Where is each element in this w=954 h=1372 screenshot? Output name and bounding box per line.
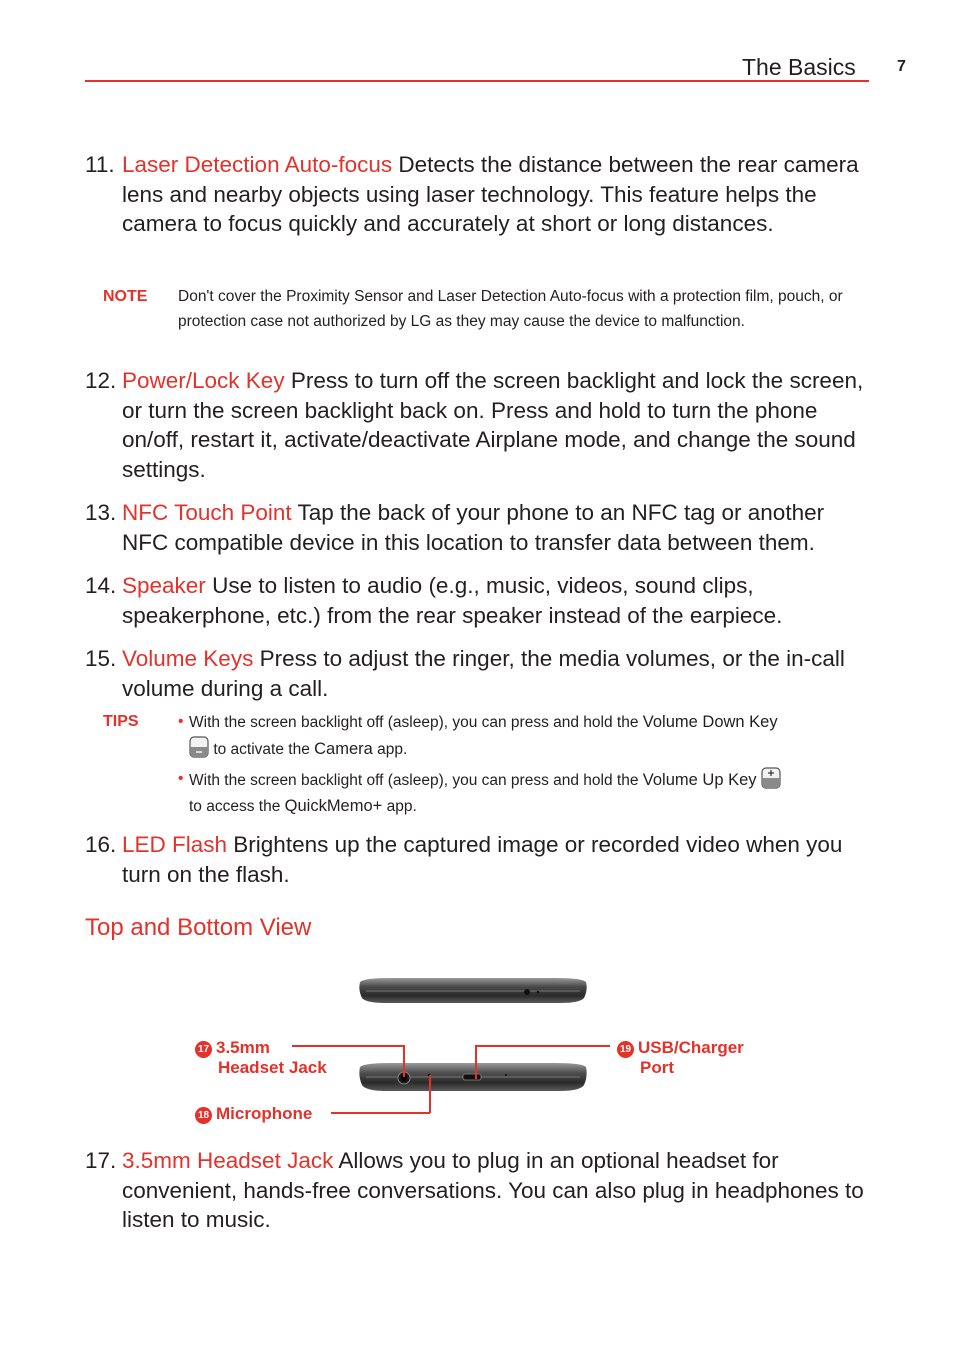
item-number: 13. bbox=[85, 500, 117, 525]
item-number: 14. bbox=[85, 573, 117, 598]
tip-text: With the screen backlight off (asleep), you can press and hold the bbox=[189, 714, 643, 731]
item-number: 15. bbox=[85, 646, 117, 671]
tip-bullet: • bbox=[178, 713, 184, 730]
callout-label: Port bbox=[640, 1058, 674, 1077]
callout-label: Headset Jack bbox=[218, 1058, 327, 1077]
callout-number-icon: 17 bbox=[195, 1041, 212, 1058]
item-term: Laser Detection Auto-focus bbox=[122, 152, 393, 177]
tip-app-name: Camera bbox=[314, 739, 373, 758]
section-title: Top and Bottom View bbox=[85, 914, 312, 941]
tip-volume-up bbox=[178, 767, 873, 819]
header-title: The Basics bbox=[742, 54, 856, 80]
item-text: Press to adjust the ringer, the media volumes, or the in-call volume during a call. bbox=[122, 646, 845, 701]
phone-bottom-view-image bbox=[356, 1061, 590, 1093]
item-text: Tap the back of your phone to an NFC tag or another NFC compatible device in this location to transfer data between them. bbox=[122, 500, 825, 555]
list-item-14 bbox=[85, 571, 875, 630]
list-item-15 bbox=[85, 644, 875, 703]
volume-up-key-icon bbox=[761, 767, 781, 789]
tip-app-name: QuickMemo+ bbox=[284, 796, 383, 815]
callout-microphone bbox=[195, 1104, 312, 1124]
page-number: 7 bbox=[897, 58, 906, 75]
tip-text: app. bbox=[382, 797, 417, 815]
item-text: Allows you to plug in an optional headset for convenient, hands-free conversations. You can also plug in headphones to listen to music. bbox=[122, 1148, 864, 1232]
item-term: 3.5mm Headset Jack bbox=[122, 1148, 334, 1173]
tips-callout bbox=[103, 710, 873, 819]
item-term: Volume Keys bbox=[122, 646, 254, 671]
tip-text: With the screen backlight off (asleep), you can press and hold the bbox=[189, 772, 643, 789]
tip-text: app. bbox=[372, 740, 408, 758]
callout-number-icon: 19 bbox=[617, 1041, 634, 1058]
leader-line-usb-port-vertical bbox=[475, 1045, 477, 1079]
note-label: NOTE bbox=[103, 288, 148, 305]
list-item-11 bbox=[85, 150, 875, 239]
leader-line-microphone bbox=[331, 1112, 430, 1114]
item-text: Detects the distance between the rear camera lens and nearby objects using laser technology. This feature helps the camera to focus quickly and accurately at short or long distances. bbox=[122, 152, 859, 236]
header-rule bbox=[85, 80, 869, 82]
tip-text: to activate the bbox=[213, 740, 315, 758]
tip-text: to access the bbox=[189, 797, 285, 815]
phone-top-view-image bbox=[356, 976, 590, 1006]
list-item-16 bbox=[85, 830, 875, 889]
list-item-17 bbox=[85, 1146, 875, 1235]
leader-line-microphone-vertical bbox=[429, 1075, 431, 1113]
callout-label: Microphone bbox=[216, 1104, 313, 1123]
item-term: Speaker bbox=[122, 573, 206, 598]
item-text: Press to turn off the screen backlight and lock the screen, or turn the screen backlight back on. Press and hold to turn the phone on/off, restart it, activate/deactivate Airplane mode, and change the sound settings. bbox=[122, 368, 864, 482]
item-term: LED Flash bbox=[122, 832, 228, 857]
tip-key-name: Volume Down Key bbox=[642, 713, 778, 731]
callout-usb-port bbox=[617, 1038, 744, 1077]
callout-headset-jack bbox=[195, 1038, 327, 1077]
tip-key-name: Volume Up Key bbox=[642, 771, 757, 789]
item-term: Power/Lock Key bbox=[122, 368, 285, 393]
item-term: NFC Touch Point bbox=[122, 500, 292, 525]
item-number: 17. bbox=[85, 1148, 117, 1173]
item-text: Use to listen to audio (e.g., music, videos, sound clips, speakerphone, etc.) from the rear speaker instead of the earpiece. bbox=[122, 573, 783, 628]
item-number: 12. bbox=[85, 368, 117, 393]
note-callout bbox=[103, 285, 873, 334]
callout-label: USB/Charger bbox=[638, 1038, 744, 1057]
list-item-13 bbox=[85, 498, 875, 557]
tip-bullet: • bbox=[178, 770, 184, 787]
list-item-12 bbox=[85, 366, 875, 484]
leader-line-usb-port bbox=[475, 1045, 610, 1047]
note-text: Don't cover the Proximity Sensor and Laser Detection Auto-focus with a protection film, pouch, or protection case not authorized by LG as they may cause the device to malfunction. bbox=[178, 288, 843, 330]
item-number: 11. bbox=[85, 152, 115, 177]
tip-volume-down bbox=[178, 710, 873, 762]
callout-number-icon: 18 bbox=[195, 1107, 212, 1124]
item-number: 16. bbox=[85, 832, 117, 857]
leader-line-headset-jack-vertical bbox=[403, 1045, 405, 1077]
callout-label: 3.5mm bbox=[216, 1038, 270, 1057]
tips-label: TIPS bbox=[103, 713, 139, 730]
volume-down-key-icon bbox=[189, 736, 209, 758]
item-text: Brightens up the captured image or recorded video when you turn on the flash. bbox=[122, 832, 843, 887]
